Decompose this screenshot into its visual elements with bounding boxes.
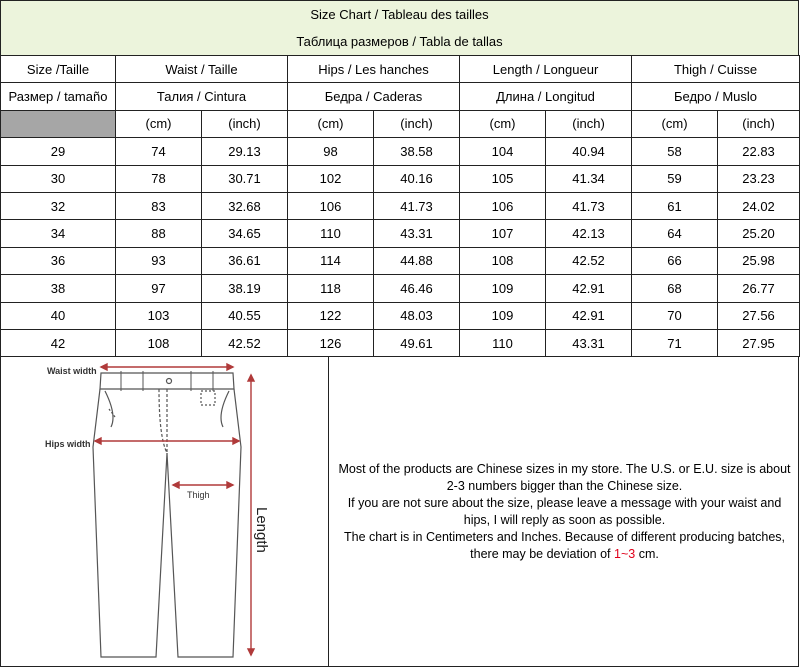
cell-waist-cm: 103 [116, 302, 202, 329]
cell-thigh-inch: 25.20 [718, 220, 800, 247]
cell-length-inch: 40.94 [546, 138, 632, 165]
cell-thigh-cm: 66 [632, 247, 718, 274]
measurement-diagram [1, 357, 329, 666]
cell-waist-inch: 40.55 [202, 302, 288, 329]
cell-size: 30 [1, 165, 116, 192]
table-row [1, 302, 800, 329]
cell-hips-inch: 38.58 [374, 138, 460, 165]
cell-waist-cm: 83 [116, 192, 202, 219]
notes-p3-end: cm. [635, 546, 659, 561]
cell-length-cm: 109 [460, 275, 546, 302]
cell-thigh-inch: 26.77 [718, 275, 800, 302]
length-header-translation: Длина / Longitud [460, 83, 632, 110]
right-leg-outline [167, 389, 241, 657]
cell-hips-cm: 106 [288, 192, 374, 219]
notes-p3-start: The chart is in Centimeters and Inches. Because of different producing batches, there may be deviation of [344, 529, 785, 561]
header-title-line-1: Size Chart / Tableau des tailles [310, 7, 489, 22]
cell-length-inch: 43.31 [546, 329, 632, 356]
notes-paragraph-1: Most of the products are Chinese sizes in my store. The U.S. or E.U. size is about 2-3 numbers bigger than the Chinese size. [338, 461, 791, 493]
table-row [1, 329, 800, 356]
cell-hips-inch: 46.46 [374, 275, 460, 302]
cell-thigh-inch: 24.02 [718, 192, 800, 219]
cell-waist-inch: 38.19 [202, 275, 288, 302]
size-header-translation: Размер / tamaño [1, 83, 116, 110]
cell-size: 32 [1, 192, 116, 219]
cell-waist-inch: 42.52 [202, 329, 288, 356]
deviation-highlight: 1~3 [614, 546, 636, 561]
cell-length-inch: 41.73 [546, 192, 632, 219]
cell-length-cm: 105 [460, 165, 546, 192]
cell-length-cm: 109 [460, 302, 546, 329]
cell-hips-cm: 126 [288, 329, 374, 356]
thigh-label: Thigh [187, 490, 210, 500]
cell-hips-inch: 44.88 [374, 247, 460, 274]
cell-waist-cm: 97 [116, 275, 202, 302]
gray-placeholder-cell [1, 110, 116, 137]
table-row [1, 275, 800, 302]
cell-size: 40 [1, 302, 116, 329]
cell-waist-cm: 78 [116, 165, 202, 192]
cell-waist-cm: 88 [116, 220, 202, 247]
left-leg-outline [93, 389, 167, 657]
cell-length-inch: 42.91 [546, 302, 632, 329]
cell-thigh-inch: 27.56 [718, 302, 800, 329]
waist-header-translation: Талия / Cintura [116, 83, 288, 110]
unit-inch: (inch) [546, 110, 632, 137]
unit-cm: (cm) [116, 110, 202, 137]
header-row-2 [1, 83, 800, 110]
cell-size: 29 [1, 138, 116, 165]
cell-thigh-inch: 27.95 [718, 329, 800, 356]
cell-length-cm: 107 [460, 220, 546, 247]
hips-header-translation: Бедра / Caderas [288, 83, 460, 110]
cell-hips-cm: 98 [288, 138, 374, 165]
table-row [1, 165, 800, 192]
cell-waist-inch: 34.65 [202, 220, 288, 247]
cell-hips-inch: 43.31 [374, 220, 460, 247]
units-row [1, 110, 800, 137]
cell-waist-inch: 32.68 [202, 192, 288, 219]
size-chart-header [0, 0, 799, 56]
cell-length-cm: 110 [460, 329, 546, 356]
unit-inch: (inch) [374, 110, 460, 137]
cell-hips-cm: 118 [288, 275, 374, 302]
unit-cm: (cm) [460, 110, 546, 137]
cell-length-inch: 42.91 [546, 275, 632, 302]
cell-waist-inch: 30.71 [202, 165, 288, 192]
unit-cm: (cm) [632, 110, 718, 137]
cell-thigh-cm: 68 [632, 275, 718, 302]
pants-illustration [1, 357, 329, 666]
unit-inch: (inch) [202, 110, 288, 137]
length-header: Length / Longueur [460, 56, 632, 83]
cell-thigh-cm: 61 [632, 192, 718, 219]
table-row [1, 138, 800, 165]
fly-stitching [159, 389, 167, 453]
cell-thigh-cm: 58 [632, 138, 718, 165]
cell-length-cm: 104 [460, 138, 546, 165]
cell-thigh-cm: 70 [632, 302, 718, 329]
cell-size: 36 [1, 247, 116, 274]
cell-waist-cm: 74 [116, 138, 202, 165]
cell-waist-inch: 36.61 [202, 247, 288, 274]
table-row [1, 220, 800, 247]
cell-thigh-inch: 25.98 [718, 247, 800, 274]
header-title-line-2: Таблица размеров / Tabla de tallas [296, 34, 503, 49]
table-row [1, 247, 800, 274]
notes-text [330, 461, 799, 563]
cell-thigh-cm: 64 [632, 220, 718, 247]
hips-width-label: Hips width [45, 439, 91, 449]
cell-hips-cm: 102 [288, 165, 374, 192]
cell-length-inch: 41.34 [546, 165, 632, 192]
cell-hips-inch: 48.03 [374, 302, 460, 329]
size-header: Size /Taille [1, 56, 116, 83]
cell-hips-cm: 110 [288, 220, 374, 247]
cell-thigh-cm: 59 [632, 165, 718, 192]
unit-inch: (inch) [718, 110, 800, 137]
cell-length-inch: 42.13 [546, 220, 632, 247]
length-label: Length [253, 507, 270, 553]
table-row [1, 192, 800, 219]
coin-pocket [201, 391, 215, 405]
waist-width-label: Waist width [47, 366, 97, 376]
notes-panel [330, 357, 799, 666]
cell-size: 34 [1, 220, 116, 247]
cell-length-cm: 108 [460, 247, 546, 274]
button-shape [167, 379, 172, 384]
cell-waist-cm: 93 [116, 247, 202, 274]
size-table [0, 55, 800, 357]
thigh-header-translation: Бедро / Muslo [632, 83, 800, 110]
header-row-1 [1, 56, 800, 83]
hips-header: Hips / Les hanches [288, 56, 460, 83]
notes-paragraph-2: If you are not sure about the size, please leave a message with your waist and hips, I will reply as soon as possible. [347, 495, 782, 527]
cell-thigh-inch: 23.23 [718, 165, 800, 192]
cell-hips-inch: 49.61 [374, 329, 460, 356]
cell-thigh-cm: 71 [632, 329, 718, 356]
bottom-section [0, 357, 799, 667]
cell-length-cm: 106 [460, 192, 546, 219]
cell-waist-cm: 108 [116, 329, 202, 356]
cell-hips-inch: 41.73 [374, 192, 460, 219]
waist-header: Waist / Taille [116, 56, 288, 83]
cell-hips-cm: 122 [288, 302, 374, 329]
cell-hips-inch: 40.16 [374, 165, 460, 192]
cell-hips-cm: 114 [288, 247, 374, 274]
notes-paragraph-3 [336, 529, 793, 563]
cell-size: 38 [1, 275, 116, 302]
cell-waist-inch: 29.13 [202, 138, 288, 165]
cell-size: 42 [1, 329, 116, 356]
cell-length-inch: 42.52 [546, 247, 632, 274]
unit-cm: (cm) [288, 110, 374, 137]
thigh-header: Thigh / Cuisse [632, 56, 800, 83]
cell-thigh-inch: 22.83 [718, 138, 800, 165]
